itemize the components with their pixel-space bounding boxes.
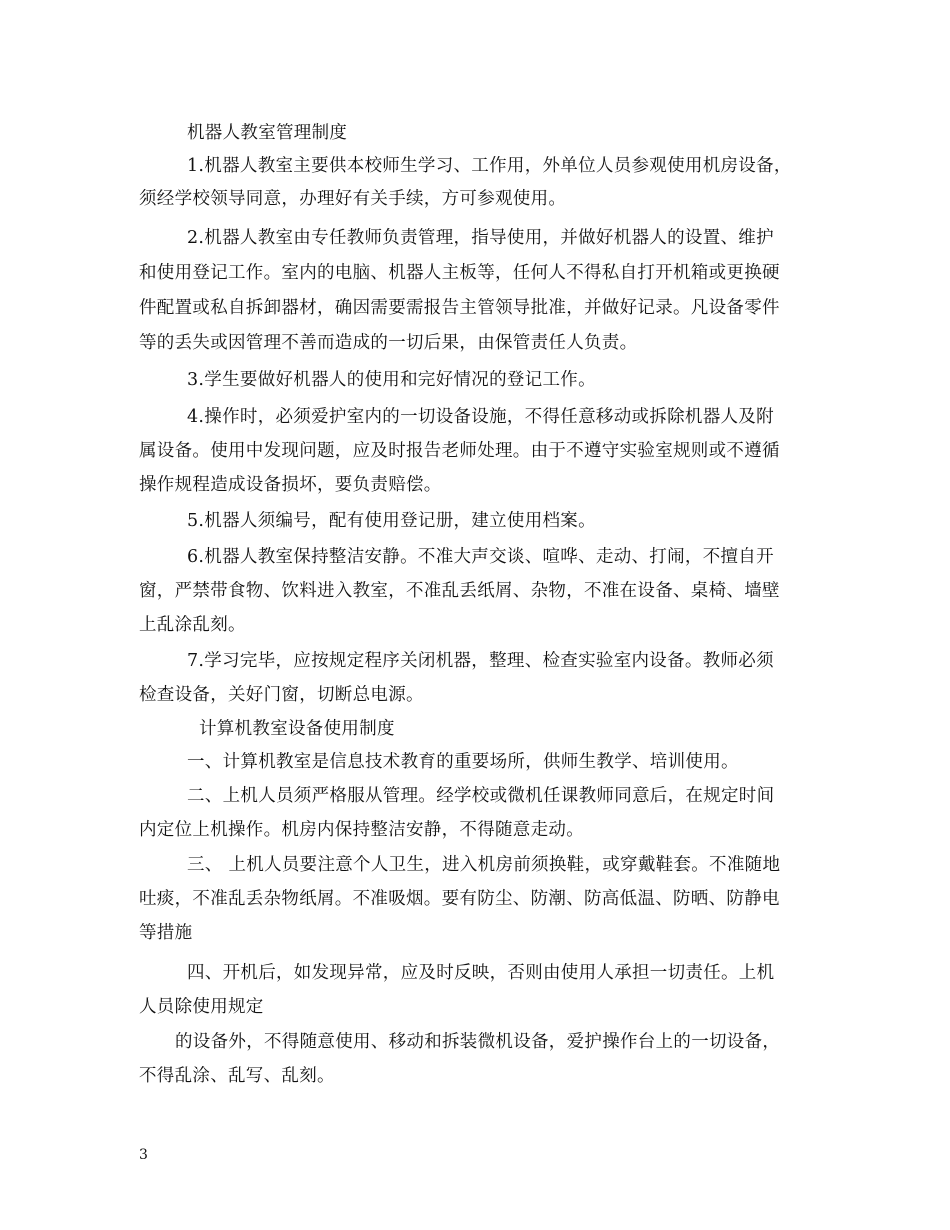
text-line: 窗，严禁带食物、饮料进入教室，不准乱丢纸屑、杂物，不准在设备、桌椅、墙壁 — [139, 581, 780, 601]
page-number: 3 — [139, 1147, 148, 1163]
text-line: 二、上机人员须严格服从管理。经学校或微机任课教师同意后，在规定时间 — [187, 786, 775, 806]
text-line: 吐痰，不准乱丢杂物纸屑。不准吸烟。要有防尘、防潮、防高低温、防晒、防静电 — [139, 889, 780, 909]
text-line: 等的丢失或因管理不善而造成的一切后果，由保管责任人负责。 — [139, 333, 638, 353]
text-line: 检查设备，关好门窗，切断总电源。 — [139, 685, 424, 705]
text-line: 人员除使用规定 — [139, 997, 264, 1017]
text-line: 5.机器人须编号，配有使用登记册，建立使用档案。 — [187, 511, 596, 531]
text-line: 等措施 — [139, 923, 193, 943]
text-line: 不得乱涂、乱写、乱刻。 — [139, 1066, 335, 1086]
text-line: 7.学习完毕，应按规定程序关闭机器，整理、检查实验室内设备。教师必须 — [187, 651, 774, 671]
text-line: 件配置或私自拆卸器材，确因需要需报告主管领导批准，并做好记录。凡设备零件 — [139, 298, 780, 318]
text-line: 操作规程造成设备损坏，要负责赔偿。 — [139, 475, 442, 495]
text-line: 3.学生要做好机器人的使用和完好情况的登记工作。 — [187, 370, 596, 390]
text-line: 上乱涂乱刻。 — [139, 615, 246, 635]
section-title-computer-classroom: 计算机教室设备使用制度 — [199, 719, 395, 739]
text-line: 的设备外，不得随意使用、移动和拆装微机设备，爱护操作台上的一切设备， — [175, 1032, 781, 1052]
text-line: 一、计算机教室是信息技术教育的重要场所，供师生教学、培训使用。 — [187, 752, 739, 772]
text-line: 1.机器人教室主要供本校师生学习、工作用，外单位人员参观使用机房设备， — [187, 156, 792, 176]
text-line: 6.机器人教室保持整洁安静。不准大声交谈、喧哗、走动、打闹，不擅自开 — [187, 547, 774, 567]
text-line: 属设备。使用中发现问题，应及时报告老师处理。由于不遵守实验室规则或不遵循 — [139, 441, 780, 461]
text-line: 三、 上机人员要注意个人卫生，进入机房前须换鞋，或穿戴鞋套。不准随地 — [187, 855, 781, 875]
section-title-robot-classroom: 机器人教室管理制度 — [187, 123, 348, 143]
text-line: 2.机器人教室由专任教师负责管理，指导使用，并做好机器人的设置、维护 — [187, 228, 774, 248]
text-line: 和使用登记工作。室内的电脑、机器人主板等，任何人不得私自打开机箱或更换硬 — [139, 263, 780, 283]
text-line: 四、开机后，如发现异常，应及时反映，否则由使用人承担一切责任。上机 — [187, 963, 775, 983]
text-line: 4.操作时，必须爱护室内的一切设备设施，不得任意移动或拆除机器人及附 — [187, 407, 774, 427]
text-line: 须经学校领导同意，办理好有关手续，方可参观使用。 — [139, 189, 567, 209]
text-line: 内定位上机操作。机房内保持整洁安静，不得随意走动。 — [139, 820, 584, 840]
